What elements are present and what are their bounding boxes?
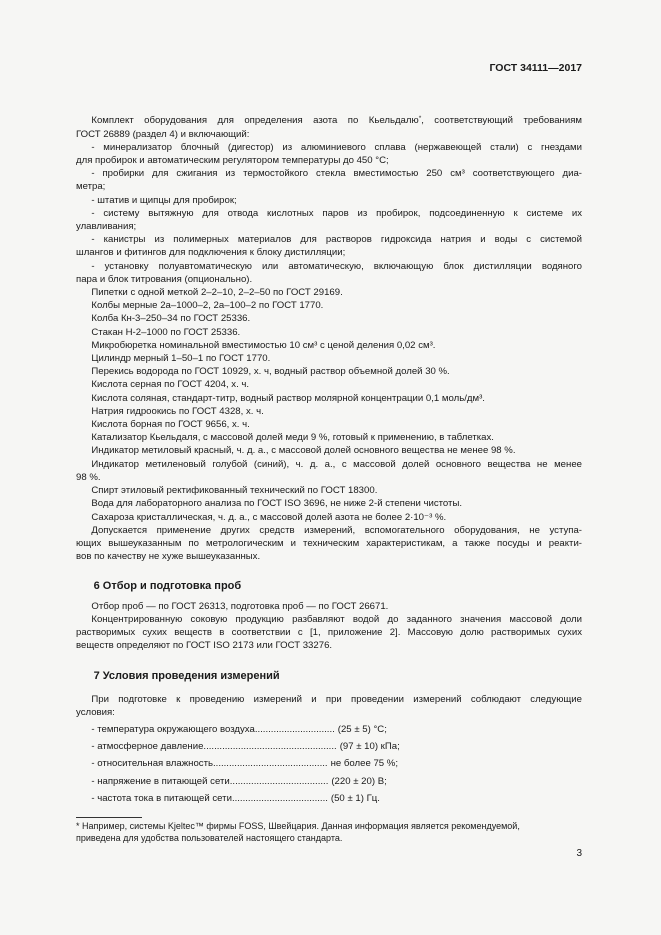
equipment-item (76, 194, 582, 207)
condition-item (76, 738, 582, 755)
condition-value: (50 ± 1) Гц. (330, 792, 380, 804)
equipment-item (76, 233, 582, 259)
condition-label: - атмосферное давление (91, 741, 204, 753)
text-line: Сахароза кристаллическая, ч. д. а., с массовой долей азота не более 2·10⁻³ %. (91, 511, 447, 523)
text-line: Спирт этиловый ректификованный технический по ГОСТ 18300. (91, 485, 378, 497)
condition-value: (220 ± 20) В; (331, 775, 387, 787)
intro-text: , соответствующий требованиям (421, 115, 583, 127)
text-line: Цилиндр мерный 1–50–1 по ГОСТ 1770. (91, 353, 271, 365)
footnote-rule (76, 817, 142, 818)
material-item (76, 286, 582, 299)
material-item (76, 378, 582, 391)
condition-label: - относительная влажность (91, 758, 213, 770)
condition-dots: .............................. (254, 723, 335, 735)
condition-dots: ........................................... (212, 758, 328, 770)
section-heading: 7 Условия проведения измерений (93, 670, 280, 683)
material-item (76, 352, 582, 365)
text-line: Допускается применение других средств измерений, вспомогательного оборудования, не уступа- (91, 524, 582, 536)
text-line: Индикатор метиленовый голубой (синий), ч. д. а., с массовой долей основного вещества не менее (91, 458, 582, 470)
text-line: При подготовке к проведению измерений и при проведении измерений соблюдают следующие (91, 693, 582, 705)
section-paragraph (76, 613, 582, 653)
text-line: вов по качеству не хуже вышеуказанных. (76, 551, 261, 563)
text-line: Кислота борная по ГОСТ 9656, х. ч. (91, 419, 250, 431)
material-item (76, 405, 582, 418)
text-line: - установку полуавтоматическую или автоматическую, включающую блок дистилляции водяного (91, 260, 582, 272)
intro-paragraph (76, 114, 582, 140)
text-line: Натрия гидроокись по ГОСТ 4328, х. ч. (91, 405, 264, 417)
text-line: для пробирок и автоматическим регулятором температуры до 450 °С; (76, 155, 389, 167)
conditions-list (76, 721, 582, 807)
text-line: Пипетки с одной меткой 2–2–10, 2–2–50 по ГОСТ 29169. (91, 287, 343, 299)
text-line: Индикатор метиловый красный, ч. д. а., с массовой долей основного вещества не менее 98 %. (91, 445, 516, 457)
equipment-item (76, 167, 582, 193)
text-line: Колба Кн-3–250–34 по ГОСТ 25336. (91, 313, 251, 325)
condition-item (76, 755, 582, 772)
condition-dots: .................................................. (203, 741, 337, 753)
text-line: 98 %. (76, 471, 101, 483)
text-line: растворимых сухих веществ в соответствии с [1, приложение 2]. Массовую долю растворимых сухих (76, 626, 582, 638)
text-line: - минерализатор блочный (дигестор) из алюминиевого сплава (нержавеющей стали) с гнездами (91, 141, 582, 153)
material-item (76, 418, 582, 431)
condition-item (76, 790, 582, 807)
intro-paragraph (76, 88, 582, 114)
condition-label: - напряжение в питающей сети (91, 775, 230, 787)
section-paragraph (76, 693, 582, 719)
text-line: Вода для лабораторного анализа по ГОСТ ISO 3696, не ниже 2-й степени чистоты. (91, 498, 463, 510)
condition-value: не более 75 %; (330, 758, 398, 770)
material-item (76, 365, 582, 378)
text-line: Колбы мерные 2а–1000–2, 2а–100–2 по ГОСТ 1770. (91, 300, 324, 312)
text-line: условия: (76, 706, 115, 718)
section-heading: 6 Отбор и подготовка проб (93, 580, 242, 593)
condition-item (76, 721, 582, 738)
section-paragraph (76, 600, 582, 613)
material-item (76, 458, 582, 484)
condition-dots: .................................... (231, 792, 328, 804)
material-item (76, 299, 582, 312)
text-line: шлангов и фитингов для подключения к блоку дистилляции; (76, 247, 346, 259)
footnote-line: * Например, системы Kjeltec™ фирмы FOSS, Швейцария. Данная информация является рекомендуемой, (76, 821, 520, 831)
text-line: Микробюретка номинальной вместимостью 10 см³ с ценой деления 0,02 см³. (91, 339, 436, 351)
document-code: ГОСТ 34111—2017 (489, 62, 582, 74)
page-number: 3 (576, 848, 582, 859)
material-item (76, 497, 582, 510)
intro-line (76, 114, 582, 127)
equipment-item (76, 260, 582, 286)
text-line: - штатив и щипцы для пробирок; (91, 194, 237, 206)
material-item (76, 339, 582, 352)
document-body (76, 88, 582, 807)
footnote (76, 820, 582, 845)
footnote-line: приведена для удобства пользователей настоящего стандарта. (76, 833, 343, 844)
condition-label: - температура окружающего воздуха (91, 723, 255, 735)
text-line: - канистры из полимерных материалов для растворов гидроксида натрия и воды с системой (91, 234, 582, 246)
text-line: ющих вышеуказанным по метрологическим и техническим характеристикам, а также посуды и реакти- (76, 537, 582, 549)
condition-item (76, 773, 582, 790)
text-line: Кислота соляная, стандарт-титр, водный раствор молярной концентрации 0,1 моль/дм³. (91, 392, 485, 404)
intro-line: ГОСТ 26889 (раздел 4) и включающий: (76, 128, 250, 140)
text-line: улавливания; (76, 221, 137, 233)
text-line: Перекись водорода по ГОСТ 10929, х. ч, водный раствор объемной долей 30 %. (91, 366, 450, 378)
material-item (76, 431, 582, 444)
material-item (76, 312, 582, 325)
text-line: Стакан Н-2–1000 по ГОСТ 25336. (91, 326, 241, 338)
condition-value: (97 ± 10) кПа; (339, 741, 400, 753)
text-line: метра; (76, 181, 106, 193)
intro-text: Комплект оборудования для определения азота по Кьельдалю (91, 115, 419, 127)
text-line: - систему вытяжную для отвода кислотных паров из пробирок, подсоединенную к системе их (91, 207, 582, 219)
footnote-marker: * (418, 115, 422, 123)
condition-value: (25 ± 5) °С; (337, 723, 387, 735)
equipment-item (76, 141, 582, 167)
text-line: Концентрированную соковую продукцию разбавляют водой до заданного значения массовой доли (91, 613, 582, 625)
text-line: веществ определяют по ГОСТ ISO 2173 или ГОСТ 33276. (76, 640, 333, 652)
material-item (76, 524, 582, 564)
material-item (76, 511, 582, 524)
text-line: Отбор проб — по ГОСТ 26313, подготовка проб — по ГОСТ 26671. (91, 600, 389, 612)
material-item (76, 326, 582, 339)
condition-dots: ..................................... (229, 775, 329, 787)
equipment-item (76, 207, 582, 233)
text-line: Кислота серная по ГОСТ 4204, х. ч. (91, 379, 250, 391)
material-item (76, 392, 582, 405)
material-item (76, 484, 582, 497)
condition-label: - частота тока в питающей сети (91, 792, 232, 804)
text-line: Катализатор Кьельдаля, с массовой долей меди 9 %, готовый к применению, в таблетках. (91, 432, 494, 444)
text-line: пара и блок титрования (опционально). (76, 273, 253, 285)
text-line: - пробирки для сжигания из термостойкого стекла вместимостью 250 см³ соответствующего диа- (91, 168, 582, 180)
material-item (76, 444, 582, 457)
